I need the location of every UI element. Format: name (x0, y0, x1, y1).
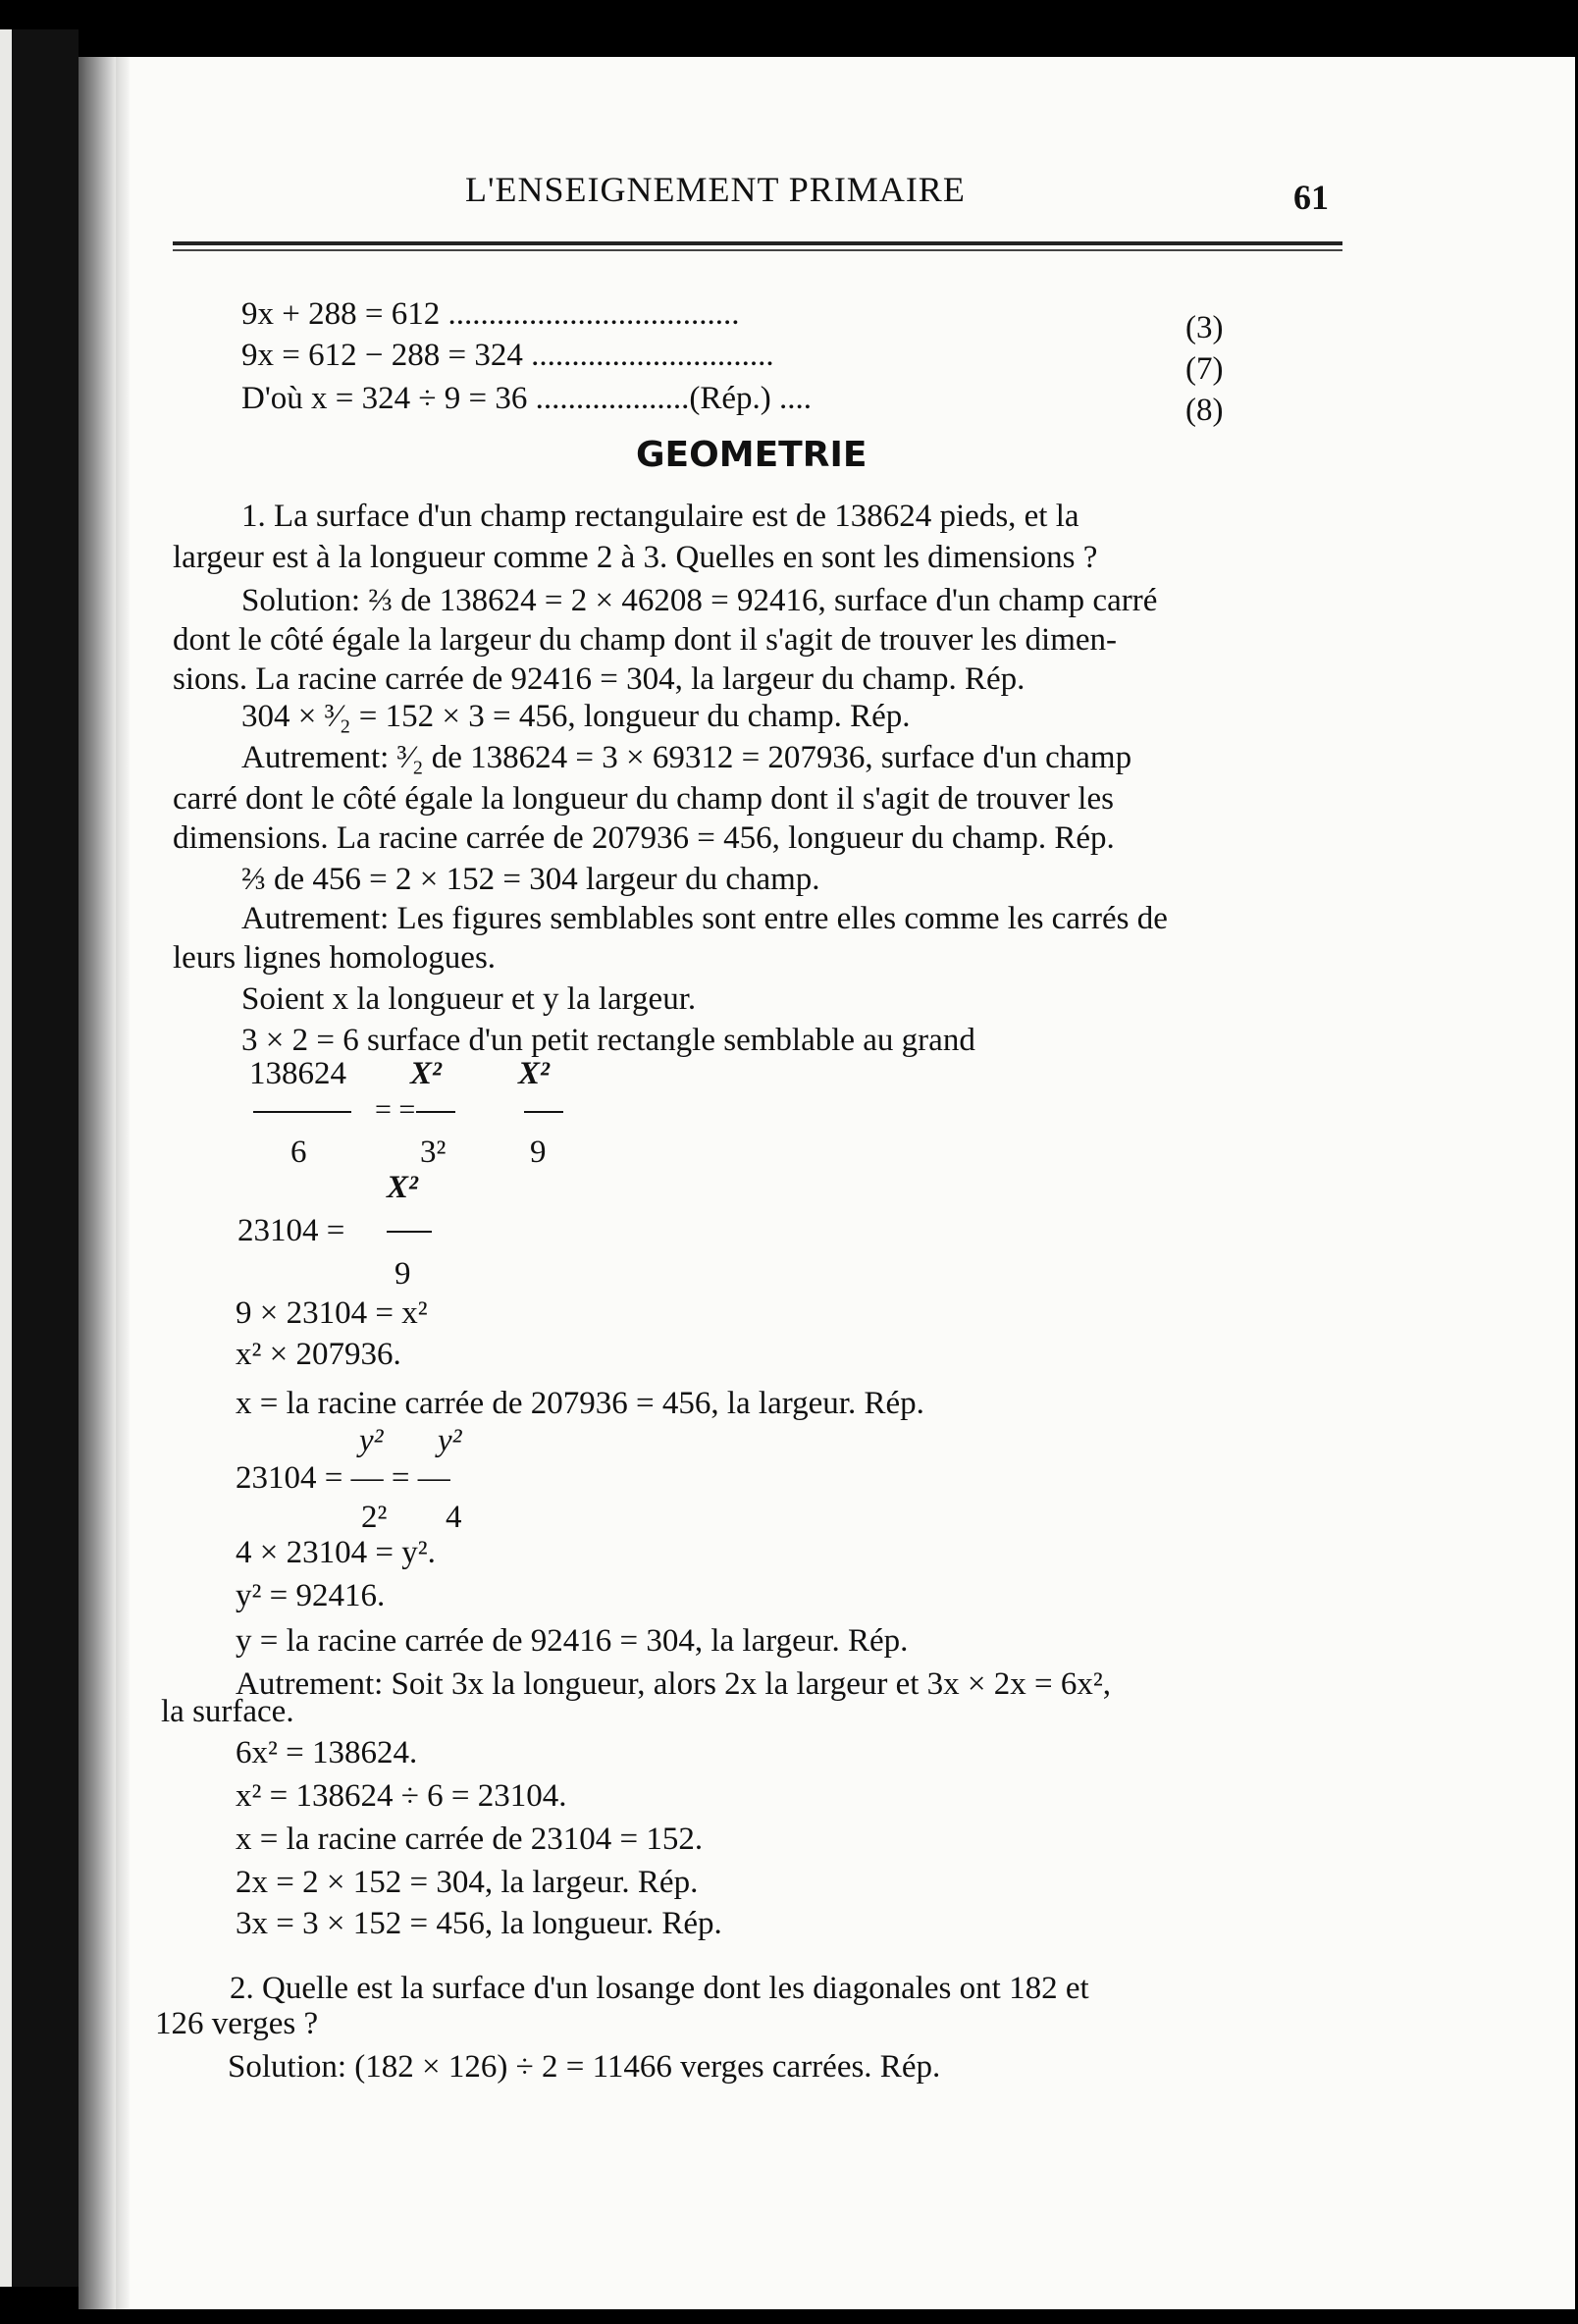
fraction-left: 23104 = (237, 1213, 345, 1248)
fraction-bar (524, 1111, 563, 1113)
text-line: y = la racine carrée de 92416 = 304, la largeur. Rép. (236, 1623, 909, 1659)
fraction-left: 23104 = — = — (236, 1460, 450, 1496)
fraction-denominator: 2² (361, 1500, 388, 1535)
fraction-equals: = = (375, 1093, 416, 1126)
section-title: GEOMETRIE (636, 435, 868, 475)
text-line: 3 × 2 = 6 surface d'un petit rectangle semblable au grand (241, 1023, 975, 1058)
text-line: 4 × 23104 = y². (236, 1535, 436, 1570)
text-line: Solution: ⅔ de 138624 = 2 × 46208 = 92416, surface d'un champ carré (241, 583, 1158, 618)
fraction-numerator: y² (359, 1423, 384, 1458)
text-line: x = la racine carrée de 207936 = 456, la largeur. Rép. (236, 1386, 924, 1421)
fraction-numerator: X² (410, 1056, 442, 1091)
text-line: carré dont le côté égale la longueur du champ dont il s'agit de trouver les (173, 781, 1114, 817)
text-line: 2x = 2 × 152 = 304, la largeur. Rép. (236, 1865, 699, 1900)
text-line: x² × 207936. (236, 1337, 401, 1372)
text-line: 9 × 23104 = x² (236, 1295, 428, 1331)
text-line: dimensions. La racine carrée de 207936 = 456, longueur du champ. Rép. (173, 820, 1115, 856)
fraction-bar (253, 1111, 351, 1113)
text-line: Autrement: ³⁄₂ de 138624 = 3 × 69312 = 207936, surface d'un champ (241, 740, 1132, 775)
fraction-denominator: 9 (394, 1256, 411, 1292)
equation-tag-1: (3) (1185, 310, 1224, 345)
text-line: Solution: (182 × 126) ÷ 2 = 11466 verges carrées. Rép. (228, 2049, 941, 2085)
text-line: 2. Quelle est la surface d'un losange dont les diagonales ont 182 et (230, 1971, 1089, 2006)
page-number: 61 (1293, 178, 1329, 217)
fraction-numerator: X² (387, 1170, 418, 1205)
text-line: Autrement: Les figures semblables sont entre elles comme les carrés de (241, 901, 1168, 936)
text-line: leurs lignes homologues. (173, 940, 497, 976)
fraction-denominator: 3² (420, 1135, 447, 1170)
fraction-numerator: X² (518, 1056, 550, 1091)
text-line: 126 verges ? (155, 2006, 319, 2041)
equation-tag-3: (8) (1185, 393, 1224, 428)
fraction-bar (387, 1231, 432, 1233)
text-line: x² = 138624 ÷ 6 = 23104. (236, 1778, 567, 1814)
text-line: Soient x la longueur et y la largeur. (241, 981, 697, 1017)
text-line: dont le côté égale la largeur du champ dont il s'agit de trouver les dimen- (173, 622, 1118, 658)
text-line: 304 × ³⁄₂ = 152 × 3 = 456, longueur du champ. Rép. (241, 699, 911, 734)
equation-line-1: 9x + 288 = 612 .................................... (241, 296, 740, 332)
opposite-page-edge (0, 29, 12, 2287)
text-line: y² = 92416. (236, 1578, 386, 1613)
text-line: Autrement: Soit 3x la longueur, alors 2x la largeur et 3x × 2x = 6x², (236, 1666, 1112, 1702)
text-line: 6x² = 138624. (236, 1735, 418, 1770)
text-line: x = la racine carrée de 23104 = 152. (236, 1822, 704, 1857)
header-rule-thick (173, 241, 1342, 245)
fraction-numerator: 138624 (249, 1056, 346, 1091)
text-line: 1. La surface d'un champ rectangulaire est de 138624 pieds, et la (241, 499, 1079, 534)
fraction-bar (416, 1111, 455, 1113)
scan-left-edge (0, 29, 79, 2287)
fraction-denominator: 6 (290, 1135, 307, 1170)
text-line: sions. La racine carrée de 92416 = 304, la largeur du champ. Rép. (173, 661, 1026, 697)
text-line: la surface. (161, 1694, 294, 1729)
fraction-numerator: y² (438, 1423, 462, 1458)
fraction-denominator: 4 (446, 1500, 462, 1535)
running-title: L'ENSEIGNEMENT PRIMAIRE (465, 170, 966, 209)
text-line: largeur est à la longueur comme 2 à 3. Quelles en sont les dimensions ? (173, 540, 1098, 575)
fraction-denominator: 9 (530, 1135, 547, 1170)
header-rule-thin (173, 249, 1342, 251)
text-line: ⅔ de 456 = 2 × 152 = 304 largeur du champ. (241, 862, 820, 897)
binding-gutter (116, 57, 130, 2309)
equation-tag-2: (7) (1185, 351, 1224, 387)
equation-line-3: D'où x = 324 ÷ 9 = 36 ...................(Rép.) .... (241, 381, 812, 416)
equation-line-2: 9x = 612 − 288 = 324 .............................. (241, 338, 774, 373)
text-line: 3x = 3 × 152 = 456, la longueur. Rép. (236, 1906, 722, 1941)
binding-shadow (79, 57, 116, 2309)
